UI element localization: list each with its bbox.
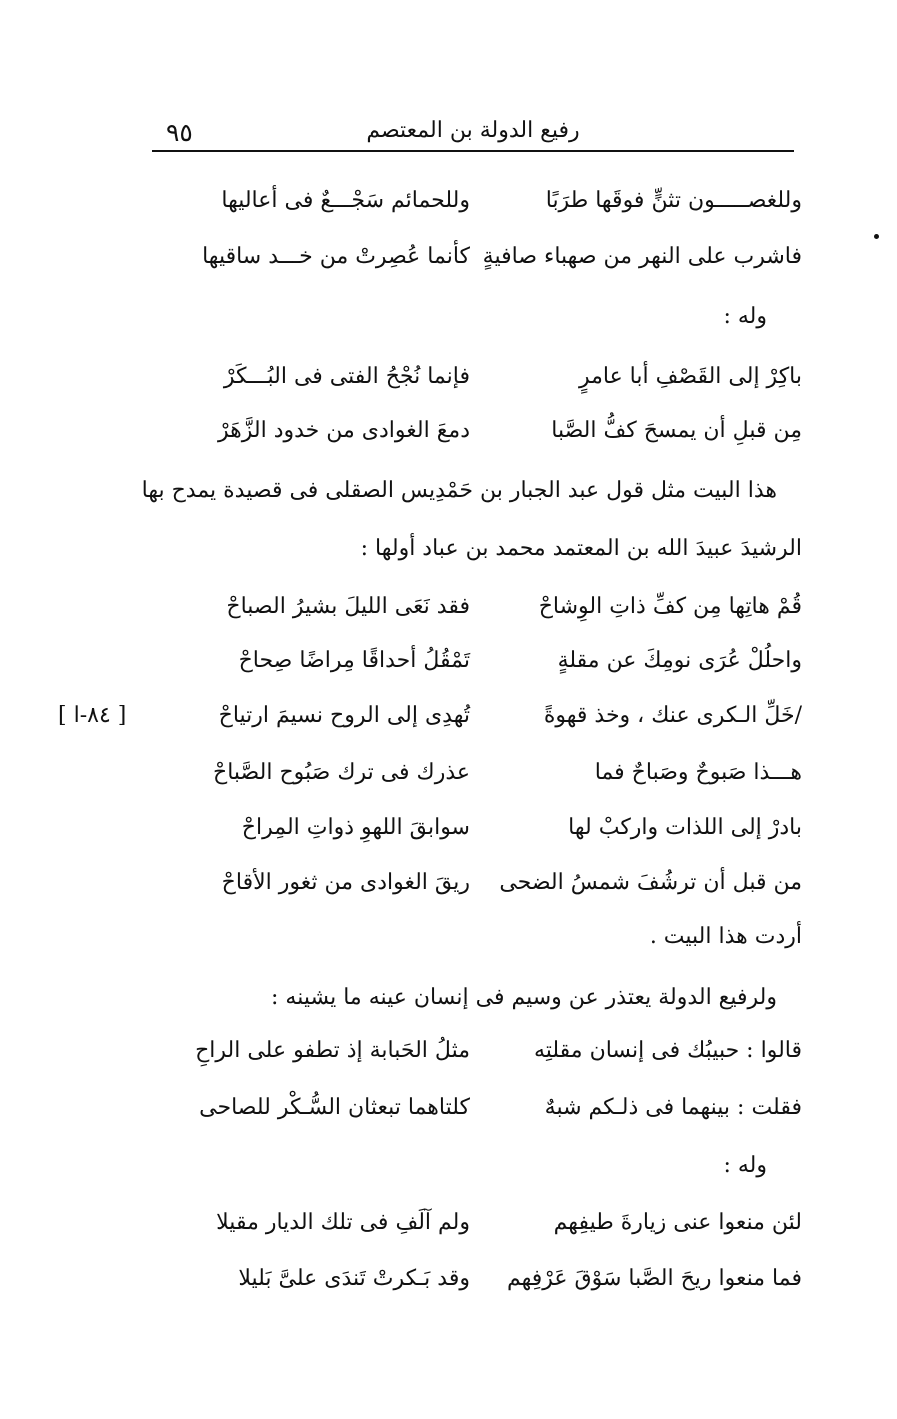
prose-line: ولرفيع الدولة يعتذر عن وسيم فى إنسان عينه ما يشينه :	[271, 985, 777, 1010]
verse-hemistich-second: فقد نَعَى الليلَ بشيرُ الصباحْ	[226, 594, 470, 619]
verse-line	[150, 364, 802, 408]
verse-hemistich-second: تُهدِى إلى الروح نسيمَ ارتياحْ	[218, 703, 470, 728]
verse-line	[150, 1266, 802, 1310]
prose-line: الرشيدَ عبيدَ الله بن المعتمد محمد بن عباد أولها :	[360, 536, 802, 561]
verse-hemistich-first: فقلت : بينهما فى ذلـكم شبهٌ	[544, 1095, 802, 1120]
verse-hemistich-first: لئن منعوا عنى زيارةَ طيفِهم	[553, 1210, 802, 1235]
verse-hemistich-second: وللحمائم سَجْـــعٌ فى أعاليها	[221, 188, 470, 213]
verse-hemistich-second: كلتاهما تبعثان السُّـكْر للصاحى	[199, 1095, 470, 1120]
header-rule	[152, 150, 794, 152]
verse-hemistich-first: باكِرْ إلى القَصْفِ أبا عامرٍ	[578, 364, 802, 389]
verse-line	[150, 1095, 802, 1139]
verse-line	[150, 760, 802, 804]
verse-hemistich-second: عذرك فى ترك صَبُوح الصَّباحْ	[213, 760, 470, 785]
verse-line	[150, 1038, 802, 1082]
verse-hemistich-first: من قبل أن ترشُفَ شمسُ الضحى	[499, 870, 802, 895]
verse-hemistich-second: مثلُ الحَبابة إذ تطفو على الراحِ	[195, 1038, 470, 1063]
prose-line: هذا البيت مثل قول عبد الجبار بن حَمْدِيس الصقلى فى قصيدة يمدح بها	[141, 478, 777, 503]
verse-hemistich-first: قالوا : حبيبُك فى إنسان مقلتِه	[533, 1038, 802, 1063]
intro-wa-lahu: وله :	[723, 1153, 767, 1178]
verse-line	[150, 594, 802, 638]
verse-line	[150, 703, 802, 747]
verse-line	[150, 648, 802, 692]
verse-hemistich-first: /خَلِّ الـكرى عنك ، وخذ قهوةً	[543, 703, 802, 728]
verse-hemistich-second: فإنما نُجْحُ الفتى فى البُـــكَرْ	[223, 364, 470, 389]
verse-hemistich-second: دمعَ الغوادى من خدود الزَّهَرْ	[218, 418, 470, 443]
verse-hemistich-second: تَمْقُلُ أحداقًا مِراضًا صِحاحْ	[238, 648, 470, 673]
verse-hemistich-second: سوابقَ اللهوِ ذواتِ المِراحْ	[241, 815, 470, 840]
manuscript-folio-reference: [ ٨٤-ا ]	[58, 703, 127, 728]
verse-line	[150, 1210, 802, 1254]
verse-hemistich-first: واحلُلْ عُرَى نومِكَ عن مقلةٍ	[557, 648, 802, 673]
verse-line	[150, 188, 802, 232]
verse-hemistich-first: فاشرب على النهر من صهباء صافيةٍ	[482, 244, 802, 269]
verse-hemistich-first: بادرْ إلى اللذات واركبْ لها	[568, 815, 802, 840]
verse-line	[150, 418, 802, 462]
verse-line	[150, 244, 802, 288]
verse-hemistich-first: فما منعوا ريحَ الصَّبا سَوْقَ عَرْفِهم	[506, 1266, 802, 1291]
verse-hemistich-second: وقد بَـكرتْ تَندَى علىَّ بَليلا	[238, 1266, 470, 1291]
verse-hemistich-first: قُمْ هاتِها مِن كفِّ ذاتِ الوِشاحْ	[538, 594, 802, 619]
verse-hemistich-second: كأنما عُصِرتْ من خـــد ساقيها	[202, 244, 470, 269]
intro-wa-lahu: وله :	[723, 304, 767, 329]
page-number: ٩٥	[166, 118, 193, 147]
prose-line: أردت هذا البيت .	[649, 924, 802, 949]
running-head: رفيع الدولة بن المعتصم	[366, 118, 580, 143]
verse-line	[150, 815, 802, 859]
verse-hemistich-first: وللغصـــــون تثنٍّ فوقَها طرَبًا	[545, 188, 802, 213]
verse-hemistich-second: ولم آلَفِ فى تلك الديار مقيلا	[216, 1210, 470, 1235]
margin-dot	[874, 234, 879, 239]
verse-hemistich-second: ريقَ الغوادى من ثغور الأقاحْ	[221, 870, 470, 895]
verse-line	[150, 870, 802, 914]
verse-hemistich-first: هـــذا صَبوحٌ وصَباحٌ فما	[594, 760, 802, 785]
verse-hemistich-first: مِن قبلِ أن يمسحَ كفُّ الصَّبا	[551, 418, 802, 443]
